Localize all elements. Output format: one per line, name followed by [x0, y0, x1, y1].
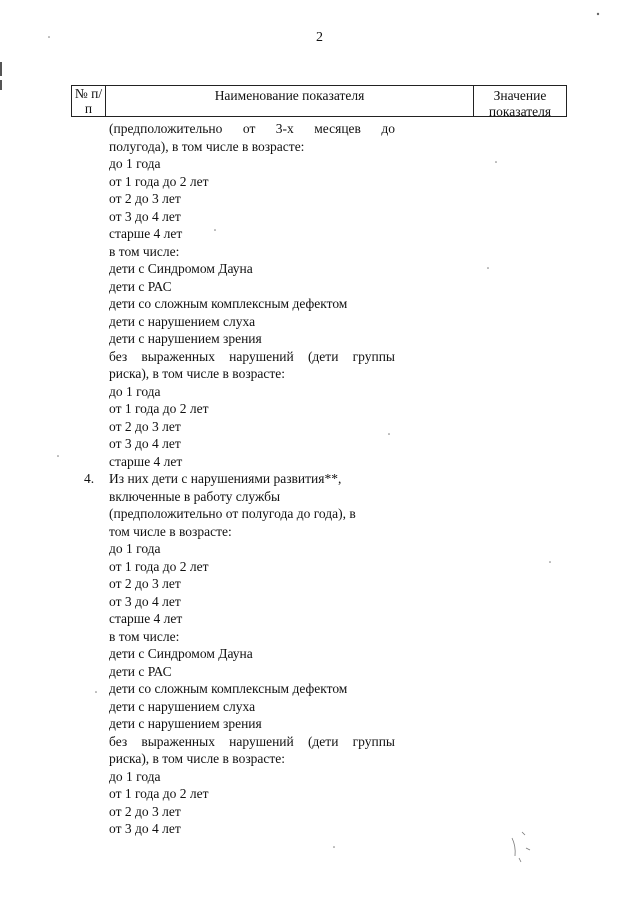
indicator-text: от 3 до 4 лет — [109, 436, 181, 451]
scan-edge-mark — [0, 62, 2, 76]
indicator-text: от 1 года до 2 лет — [109, 401, 209, 416]
table-row — [0, 418, 639, 436]
indicator-text: от 1 года до 2 лет — [109, 173, 209, 189]
indicator-text: полугода), в том числе в возрасте: — [109, 138, 305, 154]
table-row — [0, 575, 639, 593]
table-row — [0, 225, 639, 243]
indicator-text: в том числе: — [109, 628, 180, 644]
table-row — [0, 628, 639, 646]
indicator-text: от 3 до 4 лет — [109, 208, 181, 224]
table-row — [0, 435, 639, 453]
table-row — [0, 138, 639, 156]
indicator-text: дети со сложным комплексным дефектом — [109, 296, 348, 311]
indicator-text: от 1 года до 2 лет — [109, 786, 209, 801]
indicator-text: дети с нарушением слуха — [109, 698, 256, 714]
indicator-text: том числе в возрасте: — [109, 523, 232, 539]
indicator-text: дети с Синдромом Дауна — [109, 646, 253, 661]
table-row — [0, 593, 639, 611]
indicator-text: от 2 до 3 лет — [109, 576, 181, 591]
indicator-text: от 3 до 4 лет — [109, 593, 181, 609]
table-row — [0, 260, 639, 278]
indicator-text: дети с РАС — [109, 278, 172, 294]
indicator-text: до 1 года — [109, 768, 161, 784]
table-row — [0, 488, 639, 506]
table-row — [0, 750, 639, 768]
table-row — [0, 505, 639, 523]
indicator-text: от 1 года до 2 лет — [109, 558, 209, 574]
table-row — [0, 768, 639, 786]
indicator-text: до 1 года — [109, 541, 161, 556]
table-row — [0, 523, 639, 541]
indicator-text: от 2 до 3 лет — [109, 418, 181, 434]
indicator-text: без выраженных нарушений (дети группы — [109, 348, 395, 364]
indicator-text: от 2 до 3 лет — [109, 191, 181, 206]
scan-edge-mark — [0, 80, 2, 90]
indicator-text: дети с нарушением зрения — [109, 331, 262, 346]
table-row — [0, 453, 639, 471]
table-row — [0, 383, 639, 401]
header-col-number: № п/п — [72, 86, 106, 116]
indicator-text: до 1 года — [109, 156, 161, 171]
header-col-indicator-name: Наименование показателя — [106, 86, 474, 116]
indicator-text: старше 4 лет — [109, 226, 183, 241]
indicator-text: дети с нарушением зрения — [109, 716, 262, 731]
table-row — [0, 155, 639, 173]
indicator-text: включенные в работу службы — [109, 488, 281, 504]
table-row — [0, 208, 639, 226]
table-row — [0, 295, 639, 313]
table-row — [0, 278, 639, 296]
indicator-text: риска), в том числе в возрасте: — [109, 366, 286, 381]
table-row — [0, 348, 639, 366]
indicator-text: дети с Синдромом Дауна — [109, 261, 253, 276]
table-row — [0, 173, 639, 191]
table-row — [0, 190, 639, 208]
indicator-text: Из них дети с нарушениями развития**, — [109, 471, 342, 486]
indicator-text: в том числе: — [109, 243, 180, 259]
table-row — [0, 330, 639, 348]
table-row — [0, 820, 639, 838]
indicator-text: от 2 до 3 лет — [109, 803, 181, 819]
table-row — [0, 698, 639, 716]
indicator-text: от 3 до 4 лет — [109, 821, 181, 836]
table-row — [0, 785, 639, 803]
indicator-text: риска), в том числе в возрасте: — [109, 751, 286, 766]
table-row — [0, 558, 639, 576]
table-row — [0, 313, 639, 331]
header-col-indicator-value: Значение показателя — [488, 88, 552, 119]
indicator-text: без выраженных нарушений (дети группы — [109, 733, 395, 749]
table-row — [0, 610, 639, 628]
indicator-text: дети со сложным комплексным дефектом — [109, 681, 348, 696]
table-row — [0, 243, 639, 261]
table-row — [0, 663, 639, 681]
row-number: 4. — [84, 471, 95, 486]
page-number: 2 — [316, 30, 323, 45]
indicator-text: дети с РАС — [109, 663, 172, 679]
table-row — [0, 680, 639, 698]
table-row — [0, 470, 639, 488]
table-row — [0, 400, 639, 418]
scan-speck — [333, 846, 335, 848]
indicator-text: дети с нарушением слуха — [109, 313, 256, 329]
table-row — [0, 540, 639, 558]
table-header — [71, 85, 567, 117]
table-row — [0, 715, 639, 733]
indicator-text: (предположительно от 3-х месяцев до — [109, 121, 395, 136]
table-row — [0, 120, 639, 138]
table-row — [0, 803, 639, 821]
scan-speck — [597, 13, 599, 15]
table-row — [0, 365, 639, 383]
indicator-text: старше 4 лет — [109, 611, 183, 626]
indicator-text: старше 4 лет — [109, 453, 183, 469]
indicator-text: (предположительно от полугода до года), в — [109, 506, 356, 521]
table-row — [0, 645, 639, 663]
table-body — [0, 120, 639, 838]
indicator-text: до 1 года — [109, 383, 161, 399]
table-row — [0, 733, 639, 751]
